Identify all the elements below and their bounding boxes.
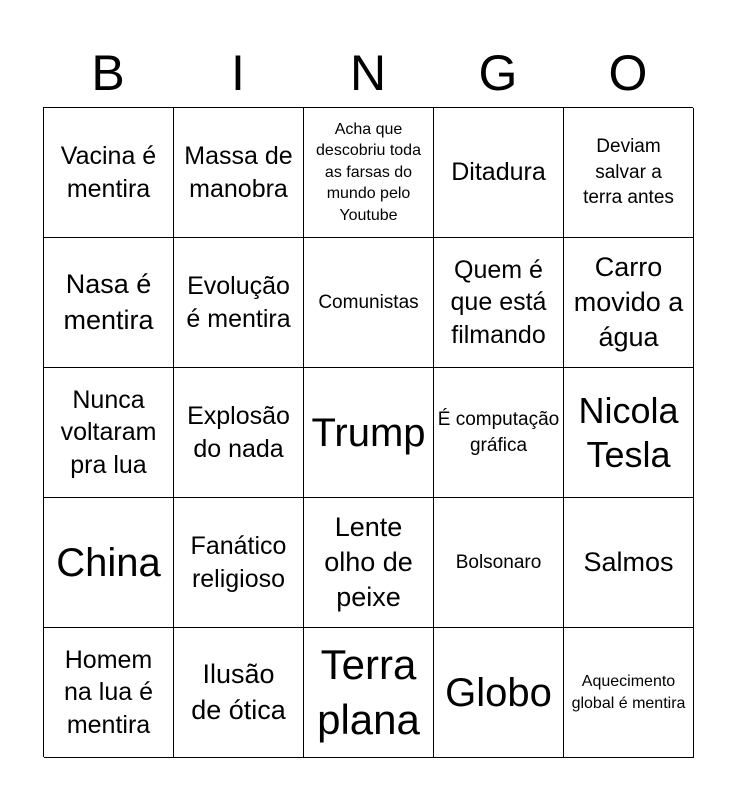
cell-text: É computação gráfica	[437, 408, 560, 456]
bingo-cell-r1-c5[interactable]	[564, 108, 694, 238]
header-letter-g: G	[478, 45, 518, 101]
cell-text: Vacina é mentira	[60, 142, 157, 203]
cell-text: Explosão do nada	[187, 402, 290, 463]
bingo-cell-r4-c4[interactable]	[434, 498, 564, 628]
bingo-cell-r5-c2[interactable]	[174, 628, 304, 758]
cell-text: Fanático religioso	[190, 532, 287, 593]
bingo-cell-r1-c1[interactable]	[44, 108, 174, 238]
cell-text: Evolução é mentira	[186, 272, 291, 333]
bingo-cell-r5-c4[interactable]	[434, 628, 564, 758]
bingo-cell-r3-c1[interactable]	[44, 368, 174, 498]
bingo-cell-r2-c1[interactable]	[44, 238, 174, 368]
cell-text: Massa de manobra	[184, 142, 293, 203]
bingo-cell-r2-c2[interactable]	[174, 238, 304, 368]
bingo-cell-r3-c5[interactable]	[564, 368, 694, 498]
bingo-cell-r1-c2[interactable]	[174, 108, 304, 238]
bingo-cell-r4-c2[interactable]	[174, 498, 304, 628]
bingo-cell-r1-c4[interactable]	[434, 108, 564, 238]
cell-text: Comunistas	[318, 291, 419, 313]
bingo-cell-r3-c3[interactable]	[304, 368, 434, 498]
cell-text: Trump	[311, 410, 426, 455]
cell-text: Quem é que está filmando	[450, 255, 547, 349]
bingo-cell-r1-c3[interactable]	[304, 108, 434, 238]
bingo-cell-r5-c1[interactable]	[44, 628, 174, 758]
header-letter-b: B	[91, 45, 125, 101]
cell-text: Aquecimento global é mentira	[571, 672, 686, 712]
cell-text: China	[56, 540, 161, 585]
cell-text: Nicola Tesla	[578, 390, 679, 475]
bingo-cell-r5-c5[interactable]	[564, 628, 694, 758]
cell-text: Nunca voltaram pra lua	[60, 385, 157, 479]
bingo-cell-r3-c4[interactable]	[434, 368, 564, 498]
cell-text: Ilusão de ótica	[191, 659, 286, 725]
bingo-cell-r2-c4[interactable]	[434, 238, 564, 368]
cell-text: Bolsonaro	[455, 551, 542, 573]
bingo-cell-r3-c2[interactable]	[174, 368, 304, 498]
bingo-cell-r5-c3[interactable]	[304, 628, 434, 758]
cell-text: Acha que descobriu toda as farsas do mundo pelo Youtube	[316, 120, 421, 224]
bingo-cell-r4-c3[interactable]	[304, 498, 434, 628]
bingo-cell-r2-c5[interactable]	[564, 238, 694, 368]
cell-text: Carro movido a água	[573, 251, 684, 353]
header-letter-o: O	[608, 45, 648, 101]
bingo-cell-r2-c3[interactable]	[304, 238, 434, 368]
cell-text: Nasa é mentira	[63, 269, 154, 335]
header-letter-n: N	[349, 45, 387, 101]
bingo-cell-r4-c1[interactable]	[44, 498, 174, 628]
cell-text: Salmos	[583, 546, 674, 577]
cell-text: Ditadura	[451, 158, 546, 187]
bingo-board	[43, 107, 693, 757]
bingo-header	[43, 40, 693, 106]
cell-text: Deviam salvar a terra antes	[583, 136, 674, 209]
bingo-cell-r4-c5[interactable]	[564, 498, 694, 628]
cell-text: Terra plana	[317, 640, 420, 743]
cell-text: Lente olho de peixe	[324, 511, 413, 613]
cell-text: Globo	[445, 670, 552, 715]
header-letter-i: I	[231, 45, 245, 101]
cell-text: Homem na lua é mentira	[64, 645, 153, 739]
